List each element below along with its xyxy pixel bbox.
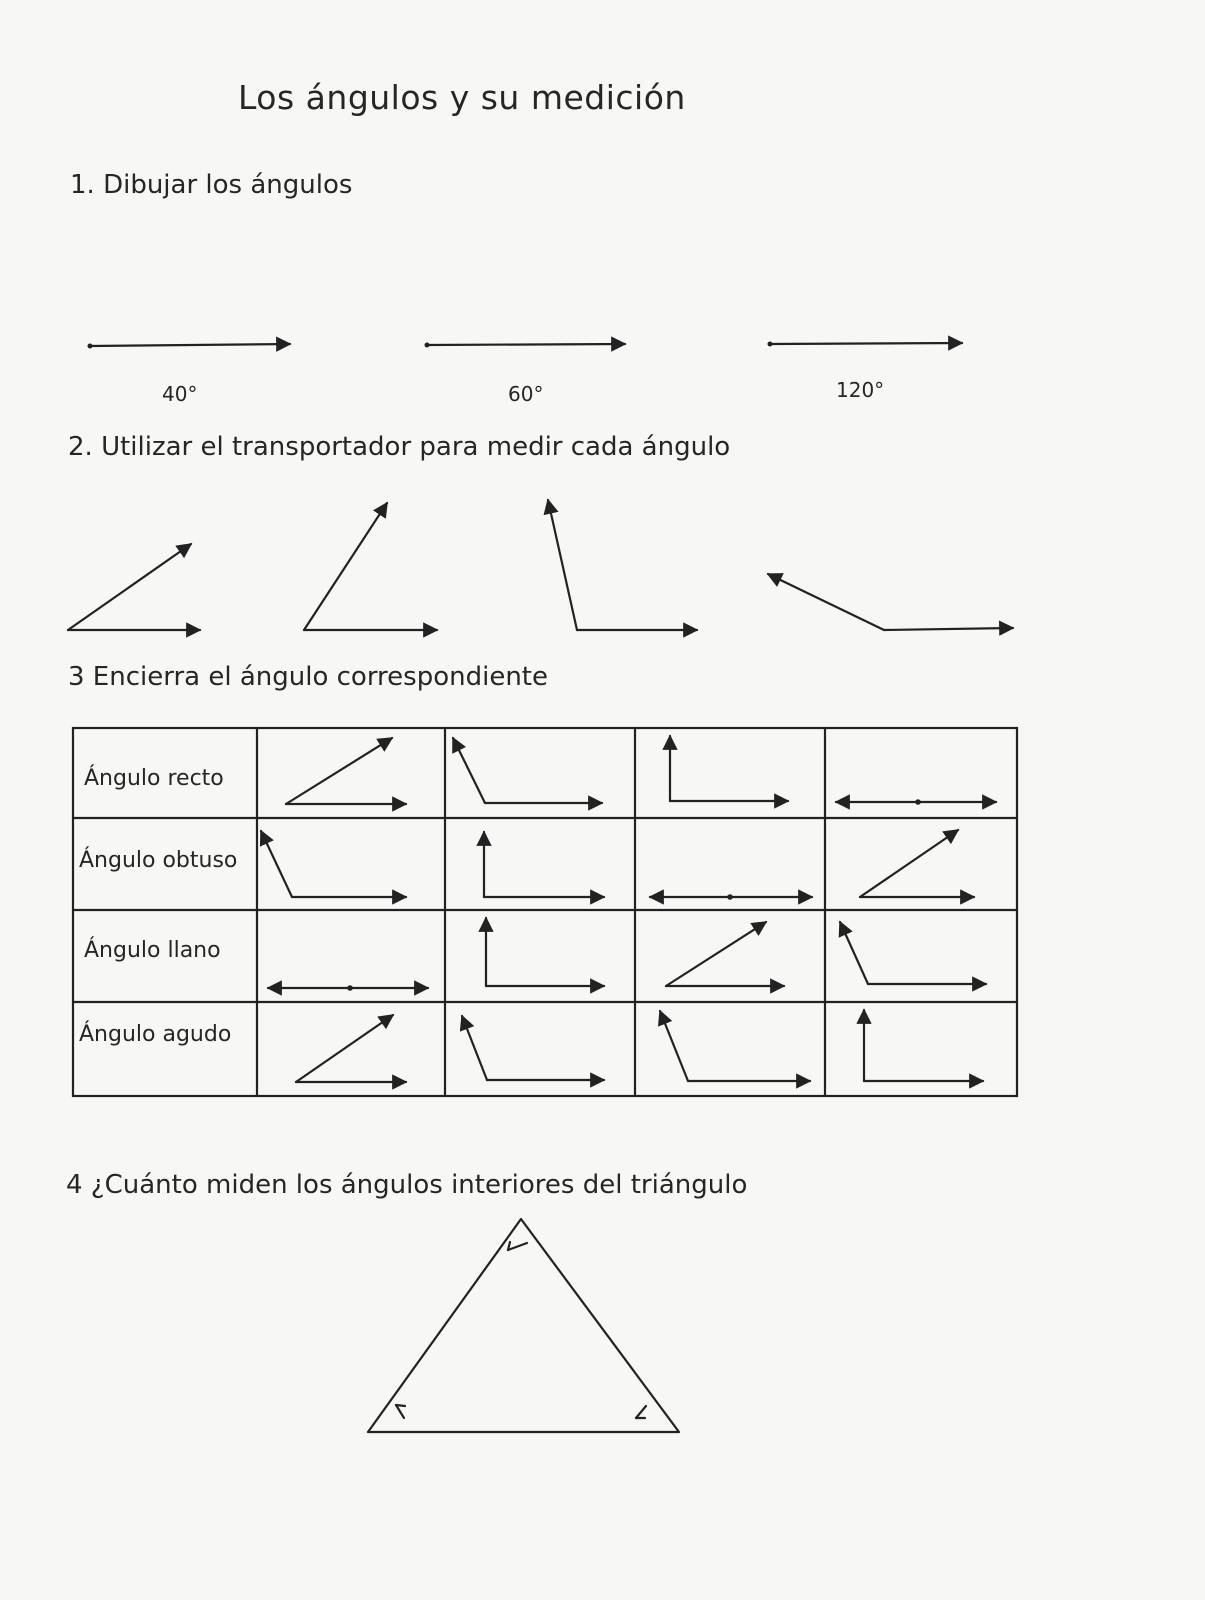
r1-c2-obtuse-angle	[453, 738, 602, 803]
angles-table	[73, 728, 1017, 1096]
angle-label-60: 60°	[508, 382, 544, 406]
section1-heading: 1. Dibujar los ángulos	[70, 170, 353, 200]
triangle-angle-marks	[396, 1242, 646, 1418]
section4-heading: 4 ¿Cuánto miden los ángulos interiores del triángulo	[66, 1170, 748, 1200]
r3-c4-obtuse-angle	[840, 922, 986, 984]
r4-c1-acute-angle	[296, 1015, 406, 1082]
r3-c3-acute-angle	[666, 922, 784, 986]
row-label-llano: Ángulo llano	[84, 938, 221, 963]
row-label-recto: Ángulo recto	[84, 766, 224, 791]
r2-c4-acute-angle	[860, 830, 974, 897]
row-label-agudo: Ángulo agudo	[79, 1022, 232, 1047]
r1-c3-right-angle	[670, 736, 788, 801]
r2-c3-straight-angle	[650, 894, 812, 900]
ray-40-base	[88, 344, 291, 349]
measure-angle-2	[304, 503, 437, 630]
r2-c2-right-angle	[484, 832, 604, 897]
r2-c1-obtuse-angle	[261, 831, 406, 897]
angle-label-40: 40°	[162, 382, 198, 406]
r4-c3-obtuse-angle	[660, 1011, 810, 1081]
r4-c4-right-angle	[864, 1010, 983, 1081]
measure-angle-3	[548, 500, 697, 630]
ray-120-base	[768, 342, 963, 347]
measure-angle-1	[68, 544, 200, 630]
r3-c1-straight-angle	[268, 985, 428, 991]
page-title: Los ángulos y su medición	[238, 78, 686, 117]
angle-label-120: 120°	[836, 378, 885, 402]
r3-c2-right-angle	[486, 918, 604, 986]
row-label-obtuso: Ángulo obtuso	[79, 848, 238, 873]
measure-angle-4	[768, 574, 1013, 630]
section3-heading: 3 Encierra el ángulo correspondiente	[68, 662, 548, 692]
triangle-figure	[368, 1219, 679, 1432]
section2-heading: 2. Utilizar el transportador para medir cada ángulo	[68, 432, 731, 462]
r4-c2-obtuse-angle	[462, 1016, 604, 1080]
r1-c1-acute-angle	[286, 738, 406, 804]
r1-c4-straight-angle	[836, 799, 996, 805]
ray-60-base	[425, 343, 626, 348]
